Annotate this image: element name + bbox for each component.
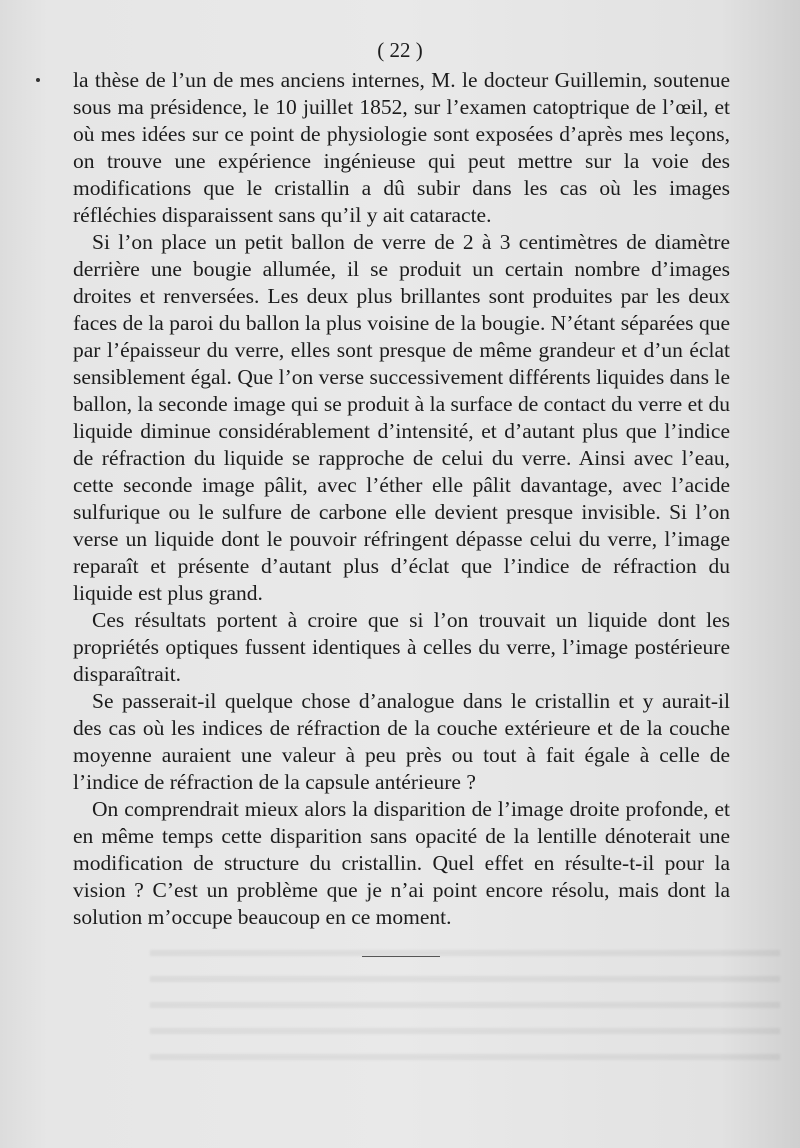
paragraph-3: Ces résultats portent à croire que si l’on trouvait un liquide dont les propriétés optiques fussent identiques à celles du verre, l’image postérieure disparaîtrait.: [73, 608, 730, 686]
page-number: ( 22 ): [377, 38, 423, 62]
margin-mark: [36, 78, 40, 82]
section-rule: [362, 956, 440, 957]
paragraph-5: On comprendrait mieux alors la disparition de l’image droite profonde, et en même temps cette disparition sans opacité de la lentille dénoterait une modification de structure du cristallin. Quel effet en résulte-t-il pour la vision ? C’est un problème que je n’ai point encore résolu, mais dont la solution m’occupe beaucoup en ce moment.: [73, 797, 730, 929]
body-text: [73, 67, 730, 931]
bleed-through-text: [150, 930, 780, 1080]
paragraph-2: Si l’on place un petit ballon de verre de 2 à 3 centimètres de diamètre derrière une bougie allumée, il se produit un certain nombre d’images droites et renversées. Les deux plus brillantes sont produites par les deux faces de la paroi du ballon la plus voisine de la bougie. N’étant séparées que par l’épaisseur du verre, elles sont presque de même grandeur et d’un éclat sensiblement égal. Que l’on verse successivement différents liquides dans le ballon, la seconde image qui se produit à la surface de contact du verre et du liquide diminue considérablement d’intensité, et d’autant plus que l’indice de réfraction du liquide se rapproche de celui du verre. Ainsi avec l’eau, cette seconde image pâlit, avec l’éther elle pâlit davantage, avec l’acide sulfurique ou le sulfure de carbone elle devient presque invisible. Si l’on verse un liquide dont le pouvoir réfringent dépasse celui du verre, l’image reparaît et présente d’autant plus d’éclat que l’indice de réfraction du liquide est plus grand.: [73, 230, 730, 605]
paragraph-1: la thèse de l’un de mes anciens internes, M. le docteur Guillemin, soutenue sous ma présidence, le 10 juillet 1852, sur l’examen catoptrique de l’œil, et où mes idées sur ce point de physiologie sont exposées d’après mes leçons, on trouve une expérience ingénieuse qui peut mettre sur la voie des modifications que le cristallin a dû subir dans les cas où les images réfléchies disparaissent sans qu’il y ait cataracte.: [73, 68, 730, 227]
paragraph-4: Se passerait-il quelque chose d’analogue dans le cristallin et y aurait-il des cas où les indices de réfraction de la couche extérieure et de la couche moyenne auraient une valeur à peu près ou tout à fait égale à celle de l’indice de réfraction de la capsule antérieure ?: [73, 689, 730, 794]
